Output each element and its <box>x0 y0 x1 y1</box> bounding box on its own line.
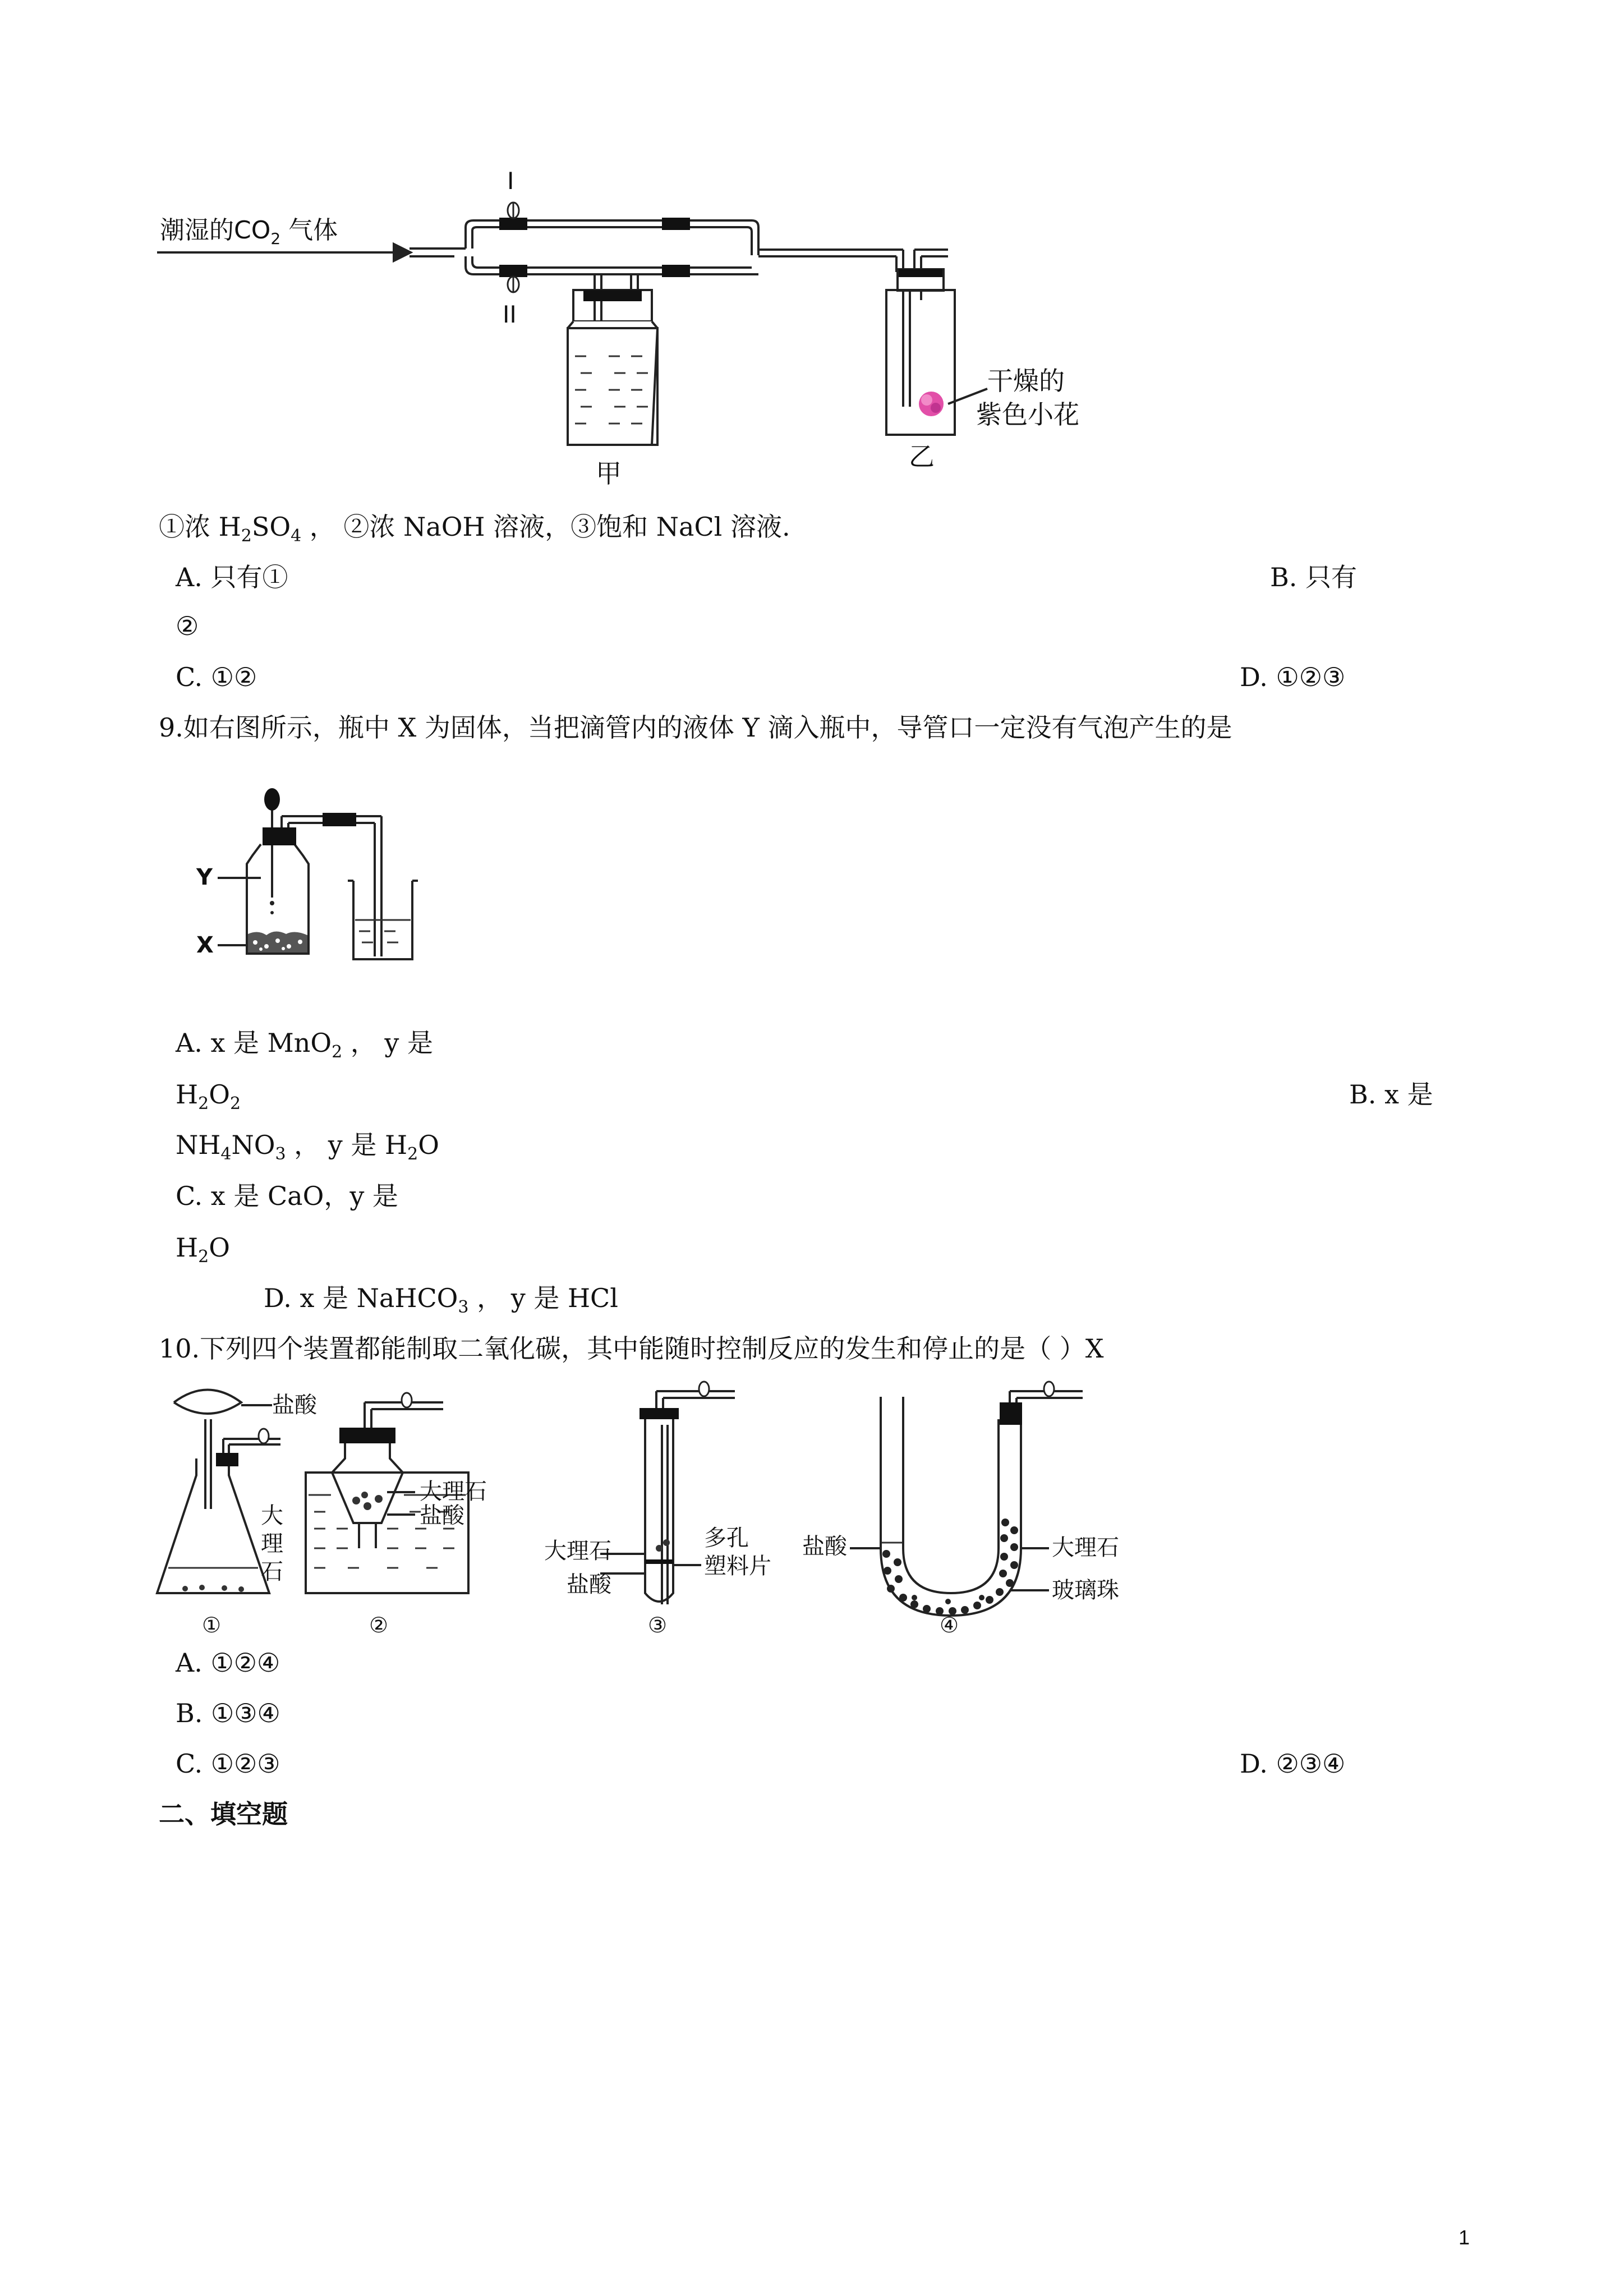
fig1-acid-label: 盐酸 <box>272 1392 317 1418</box>
q9-option-a-wrap: $H_2O_2$ <box>176 1079 241 1114</box>
q9-stem: 9.如右图所示，瓶中 X 为固体，当把滴管内的液体 Y 滴入瓶中，导管口一定没有气泡产生的是 <box>159 712 1232 743</box>
q10-stem: 10.下列四个装置都能制取二氧化碳，其中能随时控制反应的发生和停止的是（ ）X <box>159 1333 1104 1364</box>
bottle-jia-label: 甲 <box>596 458 622 489</box>
fig1-marble-label-2: 理 <box>261 1531 283 1557</box>
q10-option-d[interactable]: D. ②③④ <box>1240 1749 1346 1779</box>
fig-number-4: ④ <box>940 1613 959 1637</box>
valve-ii-label: II <box>503 301 517 328</box>
fig1-marble-label-3: 石 <box>261 1559 283 1585</box>
q8-option-c[interactable]: C. ①② <box>176 662 257 692</box>
q8-option-d[interactable]: D. ①②③ <box>1240 662 1346 692</box>
q9-option-b-wrap: $NH_4NO_3$ ， y 是 $H_2O$ <box>176 1130 439 1164</box>
q9-option-d[interactable]: D. x 是 NaHCO$_3$ ， y 是 HCl <box>264 1283 618 1317</box>
q8-reagents-line: ①浓 $H_2SO_4$ ， ②浓 NaOH 溶液，③饱和 NaCl 溶液. <box>159 512 790 546</box>
q10-option-a[interactable]: A. ①②④ <box>176 1648 280 1678</box>
co2-generators-figure <box>151 1380 1119 1638</box>
flower-label-2: 紫色小花 <box>976 399 1079 430</box>
valve-i-label: I <box>507 167 514 195</box>
label-y: Y <box>196 864 213 890</box>
fig-number-1: ① <box>202 1613 222 1637</box>
q9-option-b[interactable]: B. x 是 <box>1349 1079 1433 1110</box>
q8-option-b[interactable]: B. 只有 <box>1270 562 1358 592</box>
q8-option-a[interactable]: A. 只有① <box>176 562 288 592</box>
gas-inlet-label: 潮湿的$CO_2$ 气体 <box>160 216 338 248</box>
q10-option-b[interactable]: B. ①③④ <box>176 1698 280 1728</box>
q9-option-c[interactable]: C. x 是 CaO，y 是 <box>176 1181 398 1211</box>
fig4-beads-label: 玻璃珠 <box>1052 1577 1119 1603</box>
section-heading: 二、填空题 <box>159 1799 288 1829</box>
fig3-porous-label-1: 多孔 <box>704 1525 749 1551</box>
q9-option-a[interactable]: A. x 是 MnO$_2$ ， y 是 <box>176 1028 434 1062</box>
bottle-yi-label: 乙 <box>909 441 935 472</box>
fig-number-3: ③ <box>648 1613 668 1637</box>
dropper-bottle-figure <box>191 788 449 970</box>
page-number: 1 <box>1459 2226 1470 2249</box>
q10-option-c[interactable]: C. ①②③ <box>176 1749 280 1779</box>
purple-flower-icon <box>919 392 944 416</box>
fig4-acid-label: 盐酸 <box>802 1534 847 1559</box>
fig2-acid-label: 盐酸 <box>420 1503 464 1529</box>
fig3-marble-label: 大理石 <box>544 1538 611 1564</box>
co2-apparatus-figure <box>151 160 1079 496</box>
q8-option-b-wrap: ② <box>176 611 199 641</box>
q9-option-c-wrap: $H_2O$ <box>176 1232 230 1267</box>
fig1-marble-label-1: 大 <box>261 1503 283 1529</box>
fig4-marble-label: 大理石 <box>1052 1535 1119 1561</box>
fig2-marble-label: 大理石 <box>420 1479 487 1504</box>
fig-number-2: ② <box>369 1613 389 1637</box>
label-x: X <box>196 932 214 958</box>
fig3-acid-label: 盐酸 <box>567 1572 611 1598</box>
fig3-porous-label-2: 塑料片 <box>704 1553 771 1579</box>
flower-label-1: 干燥的 <box>987 366 1065 396</box>
